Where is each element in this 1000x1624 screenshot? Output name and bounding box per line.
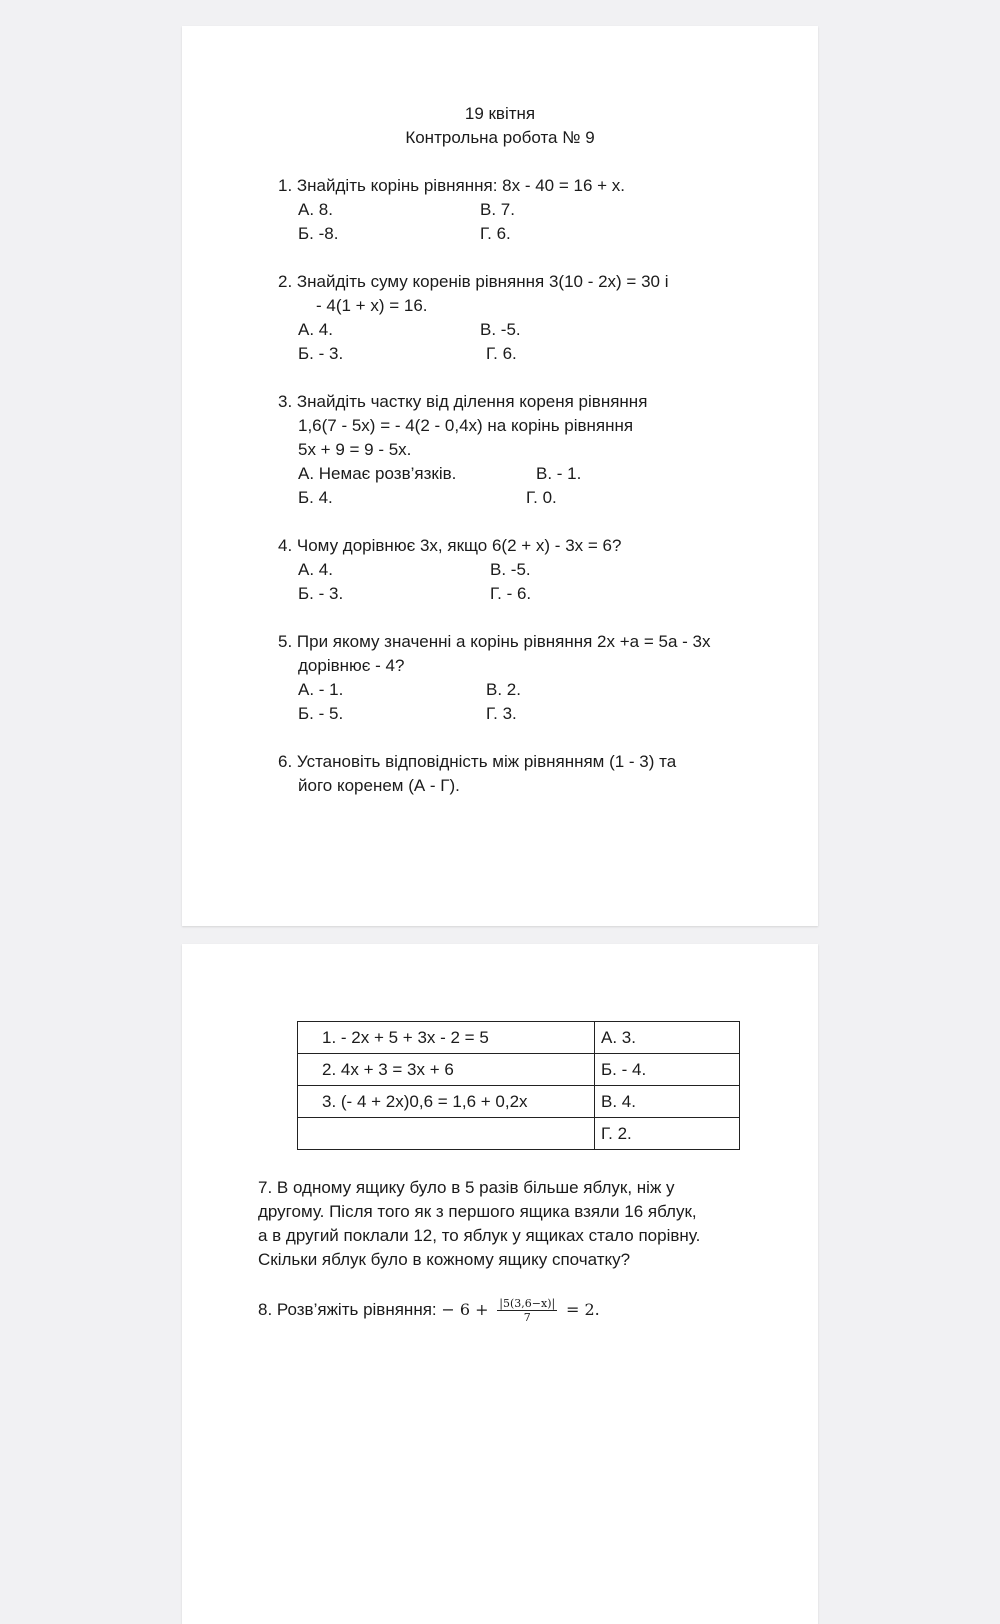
q3-option-v: В. - 1. [536,464,582,483]
q3-option-b: Б. 4. [298,488,333,507]
question-3-line-1: 3. Знайдіть частку від ділення кореня рівняння [278,392,648,411]
table-row [298,1086,740,1118]
question-7-line-4: Скільки яблук було в кожному ящику спочатку? [258,1250,631,1269]
q1-option-b: Б. -8. [298,224,339,243]
q5-option-a: А. - 1. [298,680,344,699]
q1-option-a: А. 8. [298,200,333,219]
equation-suffix: = 2. [565,1300,600,1319]
question-7-line-1: 7. В одному ящику було в 5 разів більше яблук, ніж у [258,1178,675,1197]
root-cell: Г. 2. [595,1118,740,1150]
q5-option-v: В. 2. [486,680,521,699]
q5-option-b: Б. - 5. [298,704,344,723]
matching-table [297,1021,740,1150]
q3-option-a: А. Немає розв’язків. [298,464,457,483]
date-heading: 19 квітня [464,104,536,123]
question-6-line-1: 6. Установіть відповідність між рівнянням (1 - 3) та [278,752,677,771]
question-3-line-2: 1,6(7 - 5х) = - 4(2 - 0,4х) на корінь рівняння [298,416,634,435]
table-row [298,1054,740,1086]
equation-cell: 2. 4х + 3 = 3х + 6 [298,1054,595,1086]
question-1-text: 1. Знайдіть корінь рівняння: 8х - 40 = 16 + х. [278,176,625,195]
q2-option-g: Г. 6. [486,344,517,363]
equation-cell [298,1118,595,1150]
q4-option-b: Б. - 3. [298,584,344,603]
q4-option-a: А. 4. [298,560,333,579]
question-7-line-3: а в другий поклали 12, то яблук у ящиках стало порівну. [258,1226,701,1245]
question-2-line-1: 2. Знайдіть суму коренів рівняння 3(10 - 2х) = 30 і [278,272,669,291]
question-8-label: 8. Розв’яжіть рівняння: [258,1300,437,1319]
equation-cell: 1. - 2х + 5 + 3х - 2 = 5 [298,1022,595,1054]
equation-prefix: − 6 + [441,1300,489,1319]
document-page-2 [182,944,818,1624]
question-7-line-2: другому. Після того як з першого ящика взяли 16 яблук, [258,1202,697,1221]
document-page-1 [182,26,818,926]
equation-cell: 3. (- 4 + 2х)0,6 = 1,6 + 0,2х [298,1086,595,1118]
q5-option-g: Г. 3. [486,704,517,723]
question-4-text: 4. Чому дорівнює 3х, якщо 6(2 + х) - 3х = 6? [278,536,622,555]
q2-option-a: А. 4. [298,320,333,339]
table-row [298,1118,740,1150]
q2-option-b: Б. - 3. [298,344,344,363]
question-2-line-2: - 4(1 + х) = 16. [316,296,428,315]
q1-option-v: В. 7. [480,200,515,219]
question-3-line-3: 5х + 9 = 9 - 5х. [298,440,412,459]
fraction-denominator: 7 [523,1311,531,1325]
fraction-numerator: |5(3,6−х)| [499,1297,556,1311]
page-title: Контрольна робота № 9 [405,128,595,147]
q4-option-v: В. -5. [490,560,531,579]
q3-option-g: Г. 0. [526,488,557,507]
question-5-line-1: 5. При якому значенні а корінь рівняння 2х +а = 5а - 3х [278,632,711,651]
root-cell: Б. - 4. [595,1054,740,1086]
q4-option-g: Г. - 6. [490,584,532,603]
question-8 [258,1296,600,1324]
table-row [298,1022,740,1054]
q1-option-g: Г. 6. [480,224,511,243]
root-cell: В. 4. [595,1086,740,1118]
fraction [497,1297,557,1324]
root-cell: А. 3. [595,1022,740,1054]
question-5-line-2: дорівнює - 4? [298,656,405,675]
q2-option-v: В. -5. [480,320,521,339]
question-6-line-2: його коренем (А - Г). [298,776,460,795]
